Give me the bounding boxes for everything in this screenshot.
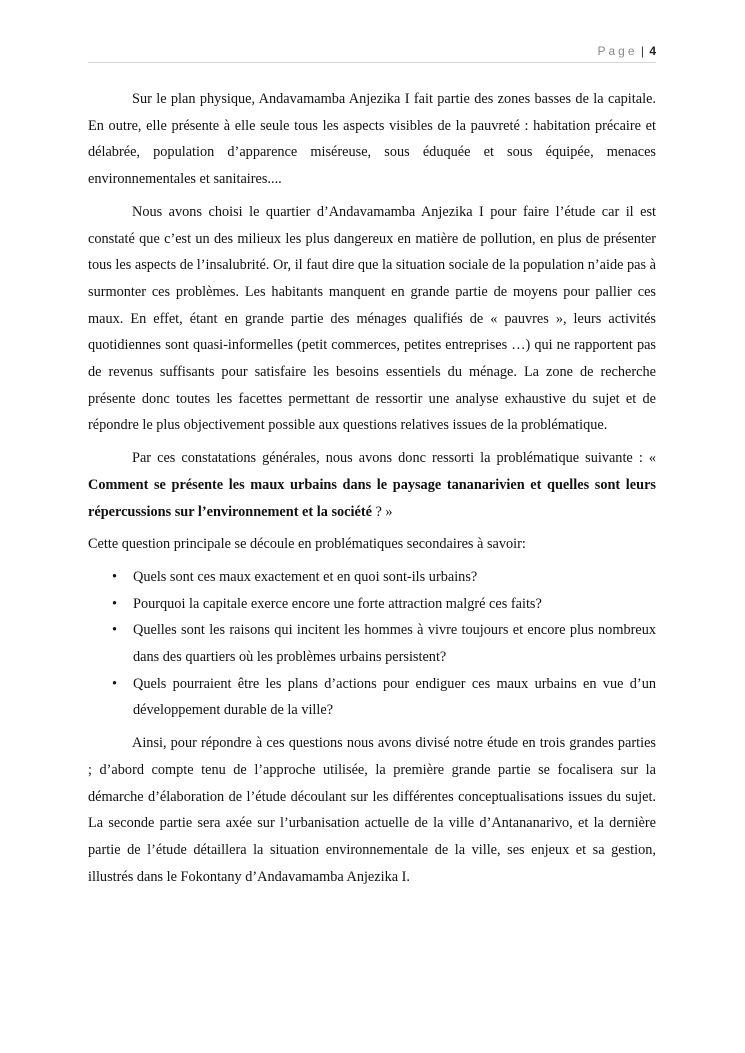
paragraph-secondary-intro: Cette question principale se découle en problématiques secondaires à savoir: (88, 536, 526, 553)
paragraph-study-choice: Nous avons choisi le quartier d’Andavamamba Anjezika I pour faire l’étude car il est constaté que c’est un des milieux les plus dangereux en matière de pollution, en plus de présenter tous les aspects de l’insalubrité. Or, il faut dire que la situation sociale de la population n’aide pas à surmonter ces problèmes. Les habitants manquent en grande partie de moyens pour pallier ces maux. En effet, étant en grande partie des ménages qualifiés de « pauvres », leurs activités quotidiennes sont quasi-informelles (petit commerces, petites entreprises …) qui ne rapportent pas de revenus suffisants pour satisfaire les besoins essentiels du ménage. La zone de recherche présente donc toutes les facettes permettant de ressortir une analyse exhaustive du sujet et de répondre le plus objectivement possible aux questions relatives issues de la problématique. (88, 203, 656, 434)
list-item-text: Pourquoi la capitale exerce encore une forte attraction malgré ces faits? (133, 595, 542, 612)
page-number: 4 (649, 44, 656, 58)
paragraph-physical-plan: Sur le plan physique, Andavamamba Anjezika I fait partie des zones basses de la capitale. En outre, elle présente à elle seule tous les aspects visibles de la pauvreté : habitation précaire et délabrée, population d’apparence miséreuse, sous éduquée et sous équipée, menaces environnementales et sanitaires.... (88, 91, 656, 188)
paragraph-problem-statement (88, 445, 656, 525)
document-body (88, 86, 656, 896)
page-header (88, 42, 656, 63)
bullet-icon: • (112, 675, 118, 692)
list-item (88, 564, 656, 591)
secondary-questions-list (88, 564, 656, 724)
bullet-icon: • (112, 595, 118, 612)
page-label: Page (597, 44, 638, 58)
list-item-text: Quels pourraient être les plans d’actions pour endiguer ces maux urbains en vue d’un développement durable de la ville? (133, 675, 656, 719)
bullet-icon: • (112, 622, 118, 639)
paragraph-study-structure: Ainsi, pour répondre à ces questions nous avons divisé notre étude en trois grandes parties ; d’abord compte tenu de l’approche utilisée, la première grande partie se focalisera sur la démarche d’élaboration de l’étude découlant sur les différentes conceptualisations issues du sujet. La seconde partie sera axée sur l’urbanisation actuelle de la ville d’Antananarivo, et la dernière partie de l’étude détaillera la situation environnementale de la ville, ses enjeux et sa gestion, illustrés dans le Fokontany d’Andavamamba Anjezika I. (88, 735, 656, 885)
page-separator: | (640, 44, 644, 58)
problem-intro-text: Par ces constatations générales, nous avons donc ressorti la problématique suivante : « (132, 450, 656, 467)
list-item-text: Quels sont ces maux exactement et en quoi sont-ils urbains? (133, 568, 478, 585)
problem-question-bold: Comment se présente les maux urbains dans le paysage tananarivien et quelles sont leurs répercussions sur l’environnement et la société (88, 476, 656, 520)
bullet-icon: • (112, 568, 118, 585)
list-item-text: Quelles sont les raisons qui incitent les hommes à vivre toujours et encore plus nombreux dans des quartiers où les problèmes urbains persistent? (133, 622, 656, 666)
list-item (88, 617, 656, 670)
list-item (88, 671, 656, 724)
list-item (88, 591, 656, 618)
problem-end-text: ? » (375, 503, 393, 520)
